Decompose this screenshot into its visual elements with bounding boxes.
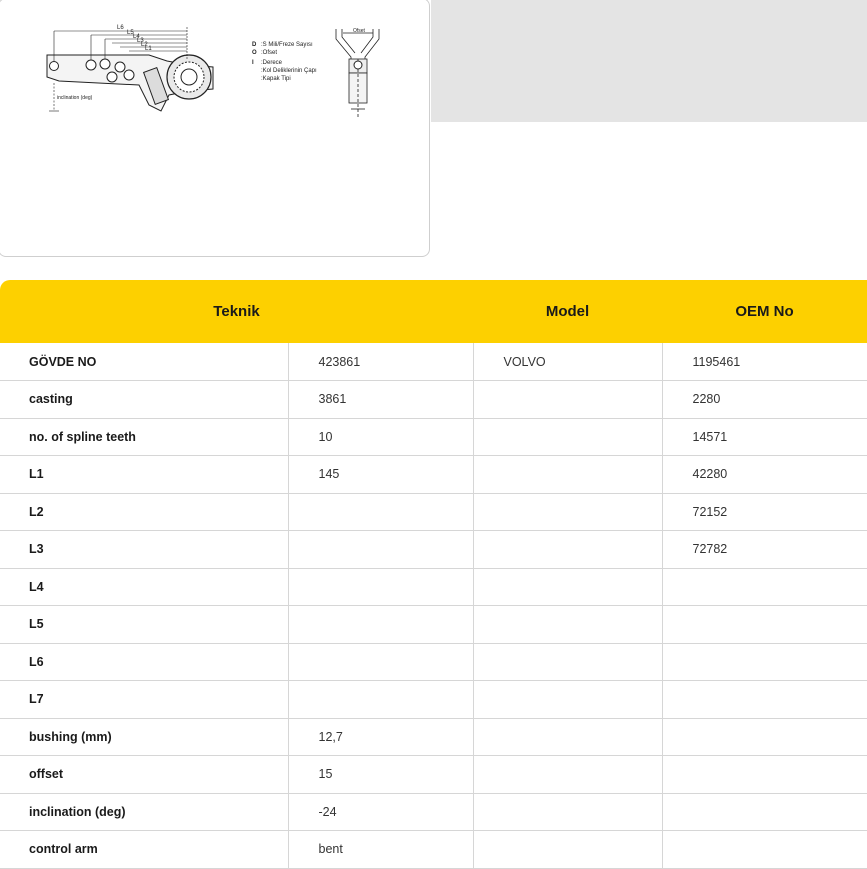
table-row [0,381,867,419]
row-value [288,493,473,531]
table-row [0,456,867,494]
offset-label: Ofset [353,28,365,34]
dim-label: L4 [133,34,140,40]
product-diagram-card [0,0,430,257]
row-model [473,493,662,531]
legend-text: :S Mili/Freze Sayısı [261,42,313,48]
table-row [0,418,867,456]
row-label: L2 [0,493,288,531]
table-row [0,831,867,869]
row-label: GÖVDE NO [0,343,288,381]
row-oem [662,643,867,681]
row-oem: 42280 [662,456,867,494]
row-model [473,418,662,456]
header-model: Model [473,280,662,343]
side-view [336,29,379,119]
legend-key: O [252,50,257,56]
inclination-label: inclination (deg) [57,95,93,101]
grey-panel [431,0,867,122]
spline-center [181,69,197,85]
table-row [0,681,867,719]
legend-key: I [252,60,254,66]
row-value: 15 [288,756,473,794]
table-row [0,756,867,794]
row-model [473,568,662,606]
table-row [0,493,867,531]
table-header-row [0,280,867,343]
row-oem [662,681,867,719]
legend-text: :Derece [261,60,283,66]
row-value [288,531,473,569]
row-label: inclination (deg) [0,793,288,831]
row-oem [662,568,867,606]
row-model [473,456,662,494]
row-model [473,718,662,756]
row-label: L6 [0,643,288,681]
arm-hole [86,60,96,70]
row-oem: 2280 [662,381,867,419]
row-value: 12,7 [288,718,473,756]
arm-hole [115,62,125,72]
row-oem [662,756,867,794]
table-row [0,718,867,756]
spec-table [0,280,867,869]
table-row [0,343,867,381]
row-value [288,681,473,719]
row-label: offset [0,756,288,794]
row-model [473,793,662,831]
row-oem: 14571 [662,418,867,456]
side-pin [354,61,362,69]
row-value: -24 [288,793,473,831]
row-label: L4 [0,568,288,606]
table-row [0,568,867,606]
row-value [288,643,473,681]
row-value: 10 [288,418,473,456]
dim-label: L1 [145,46,152,52]
row-value [288,606,473,644]
row-value: bent [288,831,473,869]
row-model: VOLVO [473,343,662,381]
arm-hole [50,62,59,71]
row-label: no. of spline teeth [0,418,288,456]
row-model [473,681,662,719]
arm-hole [100,59,110,69]
row-value: 3861 [288,381,473,419]
row-label: L3 [0,531,288,569]
table-row [0,793,867,831]
slack-adjuster-diagram [0,0,431,258]
legend-text: :Ofset [261,50,278,56]
dim-label: L2 [141,42,148,48]
row-value: 145 [288,456,473,494]
row-model [473,643,662,681]
row-label: L1 [0,456,288,494]
dim-label: L5 [127,30,134,36]
row-oem [662,718,867,756]
table-row [0,606,867,644]
dim-label: L6 [117,25,124,31]
row-oem: 72152 [662,493,867,531]
row-oem [662,831,867,869]
row-oem: 1195461 [662,343,867,381]
table-row [0,643,867,681]
arm-hole [124,70,134,80]
dim-label: L3 [137,38,144,44]
row-model [473,756,662,794]
row-label: L7 [0,681,288,719]
row-oem: 72782 [662,531,867,569]
row-value [288,568,473,606]
row-label: control arm [0,831,288,869]
arm-hole [107,72,117,82]
legend-key: D [252,42,257,48]
row-label: casting [0,381,288,419]
row-model [473,531,662,569]
row-model [473,381,662,419]
row-model [473,831,662,869]
row-oem [662,606,867,644]
row-value: 423861 [288,343,473,381]
legend-text: :Kapak Tipi [261,76,291,82]
header-oem: OEM No [662,280,867,343]
table-row [0,531,867,569]
header-teknik: Teknik [0,280,473,343]
row-label: L5 [0,606,288,644]
row-label: bushing (mm) [0,718,288,756]
legend-text: :Kol Deliklerinin Çapı [261,68,317,74]
row-oem [662,793,867,831]
row-model [473,606,662,644]
